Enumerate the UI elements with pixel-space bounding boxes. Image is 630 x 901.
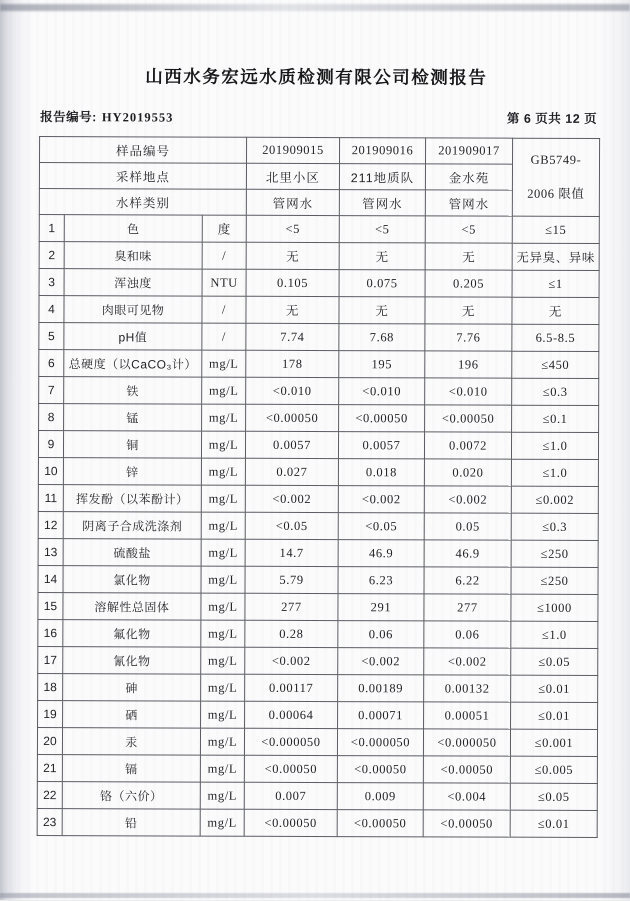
table-row — [38, 512, 598, 541]
table-row — [38, 458, 598, 487]
limit-value-cell: ≤0.001 — [510, 729, 597, 756]
row-index-cell: 7 — [39, 377, 64, 404]
row-index-cell: 12 — [38, 512, 63, 539]
table-row — [37, 728, 597, 757]
table-row — [38, 701, 598, 730]
sample2-value-cell: 195 — [339, 351, 425, 378]
unit-cell: mg/L — [201, 458, 245, 485]
limit-value-cell: ≤0.005 — [510, 756, 597, 783]
sample1-value-cell: 0.0057 — [245, 431, 338, 458]
param-name-cell: 硒 — [63, 701, 201, 728]
sample1-value-cell: <0.00050 — [246, 404, 339, 431]
param-name-cell: 锌 — [63, 458, 201, 485]
table-row — [38, 620, 598, 649]
param-name-cell: 铜 — [63, 431, 201, 458]
sample3-value-cell: <0.002 — [424, 648, 511, 675]
sample2-value-cell: 6.23 — [338, 567, 424, 594]
unit-cell: mg/L — [201, 674, 245, 701]
row-index-cell: 23 — [37, 809, 62, 836]
unit-cell: mg/L — [202, 377, 246, 404]
unit-cell: mg/L — [200, 782, 244, 809]
sample3-value-cell: <5 — [425, 216, 512, 243]
row-index-cell: 10 — [38, 458, 63, 485]
sample-no-3: 201909017 — [425, 138, 512, 164]
limit-value-cell: ≤0.01 — [510, 810, 597, 837]
limit-value-cell: ≤0.3 — [511, 513, 598, 540]
sample-no-1: 201909015 — [247, 137, 340, 163]
sample1-value-cell: 5.79 — [245, 566, 338, 593]
sample1-value-cell: <0.000050 — [244, 728, 337, 755]
unit-cell: NTU — [202, 269, 246, 296]
row-index-cell: 3 — [39, 269, 64, 296]
unit-cell: mg/L — [201, 620, 245, 647]
unit-cell: mg/L — [202, 404, 246, 431]
limit-value-cell: ≤1.0 — [511, 459, 598, 486]
report-number-label: 报告编号: — [40, 110, 97, 125]
unit-cell: mg/L — [201, 539, 245, 566]
sample2-value-cell: <0.00050 — [339, 405, 425, 432]
sample1-value-cell: 0.00064 — [245, 701, 338, 728]
sample3-value-cell: 无 — [425, 297, 512, 324]
sample1-value-cell: 无 — [246, 242, 339, 269]
water-type-label: 水样类别 — [39, 189, 246, 216]
row-index-cell: 4 — [39, 296, 64, 323]
limit-value-cell: ≤1000 — [511, 594, 598, 621]
water-quality-table — [37, 136, 600, 838]
param-name-cell: 浑浊度 — [64, 269, 202, 296]
sample3-value-cell: 0.0072 — [424, 432, 511, 459]
table-row — [39, 323, 599, 352]
param-name-cell: 挥发酚（以苯酚计） — [63, 485, 201, 512]
param-name-cell: 砷 — [63, 674, 201, 701]
table-row — [38, 431, 598, 460]
row-index-cell: 11 — [38, 485, 63, 512]
limit-value-cell: ≤15 — [512, 216, 599, 243]
table-row — [39, 404, 599, 433]
unit-cell: mg/L — [201, 431, 245, 458]
limit-value-cell: ≤1 — [512, 270, 599, 297]
sample-no-2: 201909016 — [339, 138, 425, 164]
table-row — [39, 215, 599, 244]
sample1-value-cell: 无 — [246, 296, 339, 323]
sample2-value-cell: <0.05 — [338, 513, 424, 540]
sample3-value-cell: 0.020 — [424, 459, 511, 486]
sample2-value-cell: 0.018 — [338, 459, 424, 486]
sample2-value-cell: <0.00050 — [337, 756, 423, 783]
row-index-cell: 8 — [39, 404, 64, 431]
location-1: 北里小区 — [246, 163, 339, 189]
sample2-value-cell: 46.9 — [338, 540, 424, 567]
row-index-cell: 6 — [39, 350, 64, 377]
table-row — [38, 539, 598, 568]
table-row — [38, 674, 598, 703]
row-index-cell: 16 — [38, 620, 63, 647]
limit-value-cell: ≤0.3 — [512, 378, 599, 405]
sample3-value-cell: 46.9 — [424, 540, 511, 567]
unit-cell: mg/L — [201, 647, 245, 674]
location-2: 211地质队 — [339, 164, 425, 190]
sample1-value-cell: <0.010 — [246, 377, 339, 404]
row-index-cell: 19 — [38, 701, 63, 728]
limit-value-cell: 无异臭、异味 — [512, 243, 599, 270]
table-row — [39, 377, 599, 406]
row-index-cell: 9 — [38, 431, 63, 458]
sample3-value-cell: 7.76 — [425, 324, 512, 351]
unit-cell: mg/L — [200, 728, 244, 755]
param-name-cell: 总硬度（以CaCO₃计） — [64, 350, 202, 377]
param-name-cell: 肉眼可见物 — [64, 296, 202, 323]
sample2-value-cell: <0.002 — [338, 486, 424, 513]
sample3-value-cell: <0.002 — [424, 486, 511, 513]
report-meta — [40, 107, 597, 127]
limit-value-cell: ≤0.01 — [511, 702, 598, 729]
param-name-cell: 铅 — [62, 809, 200, 836]
param-name-cell: 色 — [64, 215, 202, 242]
sample1-value-cell: <0.05 — [245, 512, 338, 539]
water-type-2: 管网水 — [339, 190, 425, 216]
unit-cell: mg/L — [200, 755, 244, 782]
sample2-value-cell: <0.002 — [338, 648, 424, 675]
sample3-value-cell: <0.000050 — [423, 729, 510, 756]
row-index-cell: 2 — [39, 242, 64, 269]
param-name-cell: 锰 — [64, 404, 202, 431]
sample3-value-cell: <0.00050 — [423, 756, 510, 783]
param-name-cell: 镉 — [62, 755, 200, 782]
limit-value-cell: ≤0.002 — [511, 486, 598, 513]
param-name-cell: 铁 — [64, 377, 202, 404]
limit-value-cell: ≤0.05 — [511, 648, 598, 675]
sample3-value-cell: 0.00132 — [424, 675, 511, 702]
limit-value-cell: 6.5-8.5 — [512, 324, 599, 351]
sample2-value-cell: 0.075 — [339, 270, 425, 297]
sample1-value-cell: 0.00117 — [245, 674, 338, 701]
location-3: 金水苑 — [425, 164, 512, 190]
sample2-value-cell: <0.00050 — [337, 810, 423, 837]
sample1-value-cell: 0.027 — [245, 458, 338, 485]
location-label: 采样地点 — [39, 163, 246, 190]
table-row — [38, 485, 598, 514]
report-number-value: HY2019553 — [101, 110, 174, 125]
sample2-value-cell: 无 — [339, 297, 425, 324]
param-name-cell: 硫酸盐 — [63, 539, 201, 566]
sample3-value-cell: <0.010 — [425, 378, 512, 405]
sample1-value-cell: <0.00050 — [244, 809, 337, 836]
limit-value-cell: ≤0.1 — [512, 405, 599, 432]
unit-cell: mg/L — [201, 485, 245, 512]
limit-value-cell: 无 — [512, 297, 599, 324]
sample2-value-cell: 0.009 — [337, 783, 423, 810]
sample1-value-cell: 0.105 — [246, 269, 339, 296]
param-name-cell: 溶解性总固体 — [63, 593, 201, 620]
sample3-value-cell: 0.205 — [425, 270, 512, 297]
param-name-cell: pH值 — [64, 323, 202, 350]
param-name-cell: 氰化物 — [63, 647, 201, 674]
sample2-value-cell: 无 — [339, 243, 425, 270]
sample3-value-cell: 6.22 — [424, 567, 511, 594]
table-row — [38, 647, 598, 676]
sample1-value-cell: 0.007 — [244, 782, 337, 809]
unit-cell: mg/L — [200, 809, 244, 836]
limit-value-cell: ≤0.05 — [510, 783, 597, 810]
sample3-value-cell: 277 — [424, 594, 511, 621]
sample2-value-cell: 7.68 — [339, 324, 425, 351]
unit-cell: mg/L — [201, 593, 245, 620]
sample2-value-cell: 291 — [338, 594, 424, 621]
limit-value-cell: ≤250 — [511, 540, 598, 567]
sample3-value-cell: <0.004 — [423, 783, 510, 810]
sample1-value-cell: <0.002 — [245, 647, 338, 674]
sample3-value-cell: 196 — [425, 351, 512, 378]
limit-value-cell: ≤1.0 — [511, 432, 598, 459]
row-index-cell: 13 — [38, 539, 63, 566]
sample-no-label: 样品编号 — [40, 137, 247, 164]
water-type-3: 管网水 — [425, 190, 512, 216]
table-row — [37, 755, 597, 784]
table-row — [37, 782, 597, 811]
limit-value-cell: ≤1.0 — [511, 621, 598, 648]
param-name-cell: 汞 — [62, 728, 200, 755]
table-row — [38, 566, 598, 595]
sample2-value-cell: 0.06 — [338, 621, 424, 648]
limit-standard-line1: GB5749- — [530, 152, 582, 167]
limit-value-cell: ≤450 — [512, 351, 599, 378]
sample1-value-cell: 0.28 — [245, 620, 338, 647]
unit-cell: / — [202, 323, 246, 350]
param-name-cell: 氟化物 — [63, 620, 201, 647]
sample1-value-cell: <0.002 — [245, 485, 338, 512]
sample3-value-cell: 0.00051 — [424, 702, 511, 729]
sample2-value-cell: <0.000050 — [337, 729, 423, 756]
table-row — [39, 269, 599, 298]
sample2-value-cell: 0.00189 — [338, 675, 424, 702]
table-row — [39, 350, 599, 379]
limit-standard-line2: 2006 限值 — [527, 186, 585, 201]
param-name-cell: 臭和味 — [64, 242, 202, 269]
sample1-value-cell: <5 — [246, 215, 339, 242]
sample1-value-cell: 277 — [245, 593, 338, 620]
unit-cell: mg/L — [202, 350, 246, 377]
table-row — [39, 242, 599, 271]
limit-value-cell: ≤250 — [511, 567, 598, 594]
row-index-cell: 22 — [37, 782, 62, 809]
unit-cell: / — [202, 242, 246, 269]
sample2-value-cell: 0.0057 — [338, 432, 424, 459]
unit-cell: / — [202, 296, 246, 323]
header-row-sample-no — [40, 137, 600, 165]
sample1-value-cell: 14.7 — [245, 539, 338, 566]
param-name-cell: 铬（六价） — [62, 782, 200, 809]
row-index-cell: 15 — [38, 593, 63, 620]
row-index-cell: 18 — [38, 674, 63, 701]
sample3-value-cell: 无 — [425, 243, 512, 270]
table-row — [38, 593, 598, 622]
row-index-cell: 14 — [38, 566, 63, 593]
sample2-value-cell: <0.010 — [339, 378, 425, 405]
page-indicator: 第 6 页共 12 页 — [506, 111, 598, 126]
limit-standard-header — [512, 138, 599, 216]
table-row — [39, 296, 599, 325]
row-index-cell: 17 — [38, 647, 63, 674]
sample1-value-cell: 178 — [246, 350, 339, 377]
sample3-value-cell: 0.05 — [424, 513, 511, 540]
row-index-cell: 20 — [37, 728, 62, 755]
sample3-value-cell: 0.06 — [424, 621, 511, 648]
water-type-1: 管网水 — [246, 189, 339, 215]
unit-cell: 度 — [202, 215, 246, 242]
sample1-value-cell: <0.00050 — [244, 755, 337, 782]
unit-cell: mg/L — [201, 701, 245, 728]
param-name-cell: 阴离子合成洗涤剂 — [63, 512, 201, 539]
report-number — [40, 107, 173, 125]
table-row — [37, 809, 597, 838]
unit-cell: mg/L — [201, 566, 245, 593]
row-index-cell: 1 — [39, 215, 64, 242]
row-index-cell: 21 — [37, 755, 62, 782]
row-index-cell: 5 — [39, 323, 64, 350]
sample2-value-cell: <5 — [339, 216, 425, 243]
sample3-value-cell: <0.00050 — [423, 810, 510, 837]
report-title: 山西水务宏远水质检测有限公司检测报告 — [145, 66, 488, 88]
sample2-value-cell: 0.00071 — [338, 702, 424, 729]
sample3-value-cell: <0.00050 — [425, 405, 512, 432]
limit-value-cell: ≤0.01 — [511, 675, 598, 702]
sample1-value-cell: 7.74 — [246, 323, 339, 350]
unit-cell: mg/L — [201, 512, 245, 539]
param-name-cell: 氯化物 — [63, 566, 201, 593]
